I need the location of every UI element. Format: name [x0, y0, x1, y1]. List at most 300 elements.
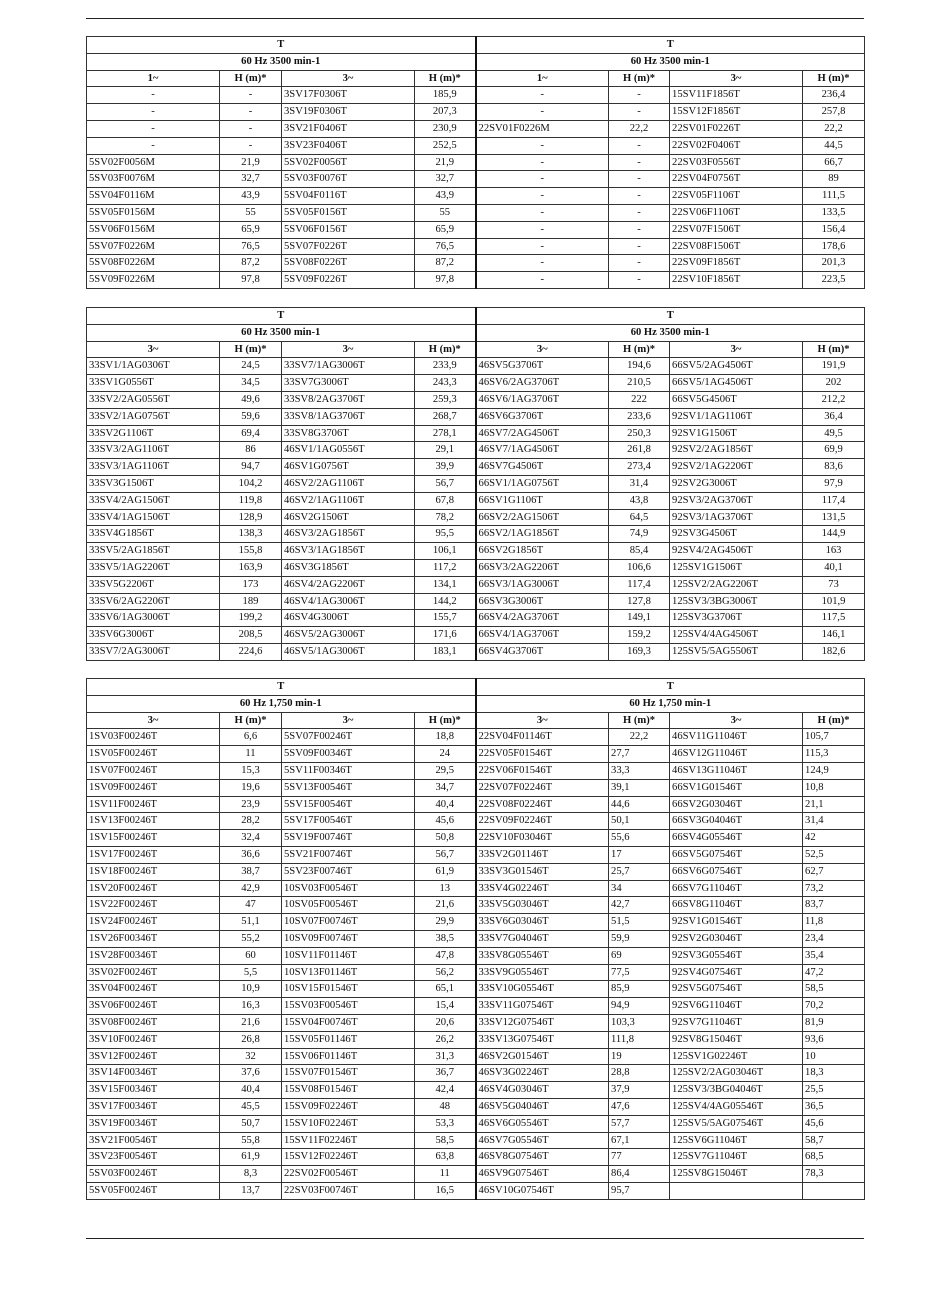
table-cell: 73 — [803, 576, 865, 593]
table-cell: - — [609, 255, 670, 272]
frequency-right: 60 Hz 3500 min-1 — [476, 53, 865, 70]
table-cell: 33SV6/2AG2206T — [87, 593, 220, 610]
table-cell: 3SV06F00246T — [87, 998, 220, 1015]
table-cell: 50,7 — [220, 1115, 282, 1132]
table-cell: 36,4 — [803, 408, 865, 425]
table-cell: 46SV4/1AG3006T — [282, 593, 415, 610]
table-row — [87, 779, 865, 796]
table-cell: 15SV10F02246T — [282, 1115, 415, 1132]
table-cell: 46SV6G05546T — [476, 1115, 609, 1132]
table-cell: 59,6 — [220, 408, 282, 425]
title-row — [87, 308, 865, 325]
table-cell: 46SV2G01546T — [476, 1048, 609, 1065]
table-row — [87, 897, 865, 914]
table-cell: 5SV03F0076M — [87, 171, 220, 188]
table-cell: 171,6 — [415, 627, 476, 644]
table-row — [87, 408, 865, 425]
column-header-row — [87, 70, 865, 87]
table-cell: 5SV02F0056M — [87, 154, 220, 171]
table-row — [87, 543, 865, 560]
table-cell: 11,8 — [803, 914, 865, 931]
table-cell: 66SV3/2AG2206T — [476, 559, 609, 576]
table-cell: 70,2 — [803, 998, 865, 1015]
table-cell: 169,3 — [609, 643, 670, 660]
table-cell: 261,8 — [609, 442, 670, 459]
table-cell: 86,4 — [609, 1166, 670, 1183]
column-header: 3~ — [282, 341, 415, 358]
table-row — [87, 272, 865, 289]
table-cell: 22SV08F02246T — [476, 796, 609, 813]
table-cell: 18,3 — [803, 1065, 865, 1082]
table-cell: 33SV5G2206T — [87, 576, 220, 593]
table-cell: 33SV3G01546T — [476, 863, 609, 880]
table-row — [87, 1132, 865, 1149]
table-cell: 105,7 — [803, 729, 865, 746]
frequency-row — [87, 695, 865, 712]
table-cell: 3SV17F0306T — [282, 87, 415, 104]
table-cell: 22SV05F01546T — [476, 746, 609, 763]
table-row — [87, 930, 865, 947]
table-cell: 66SV1G01546T — [670, 779, 803, 796]
table-cell: 49,6 — [220, 391, 282, 408]
table-cell: 22SV07F1506T — [670, 221, 803, 238]
table-cell: 92SV3G05546T — [670, 947, 803, 964]
table-cell: 86 — [220, 442, 282, 459]
frequency-left: 60 Hz 1,750 min-1 — [87, 695, 476, 712]
table-cell: 15SV11F1856T — [670, 87, 803, 104]
table-cell: 47 — [220, 897, 282, 914]
table-cell: - — [87, 137, 220, 154]
table-cell: 53,3 — [415, 1115, 476, 1132]
table-cell: 22SV03F00746T — [282, 1182, 415, 1199]
table-row — [87, 981, 865, 998]
table-cell: 125SV3/3BG04046T — [670, 1082, 803, 1099]
table-cell: 33SV2G01146T — [476, 846, 609, 863]
table-cell: 18,8 — [415, 729, 476, 746]
table-cell: 66SV5G07546T — [670, 846, 803, 863]
table-cell: 124,9 — [803, 762, 865, 779]
table-cell: 125SV1G02246T — [670, 1048, 803, 1065]
table-cell: 111,5 — [803, 188, 865, 205]
table-cell: 51,1 — [220, 914, 282, 931]
table-cell: 46SV3/2AG1856T — [282, 526, 415, 543]
table-cell: 5SV03F0076T — [282, 171, 415, 188]
table-cell: 22SV06F01546T — [476, 762, 609, 779]
table-cell: 92SV2G3006T — [670, 475, 803, 492]
table-row — [87, 559, 865, 576]
table-cell: 117,5 — [803, 610, 865, 627]
table-row — [87, 492, 865, 509]
table-row — [87, 1149, 865, 1166]
table-row — [87, 846, 865, 863]
table-cell: 183,1 — [415, 643, 476, 660]
column-header: 3~ — [476, 712, 609, 729]
table-cell: - — [476, 221, 609, 238]
table-cell: 5,5 — [220, 964, 282, 981]
table-cell: 46SV3/1AG1856T — [282, 543, 415, 560]
table-cell: 92SV3/1AG3706T — [670, 509, 803, 526]
table-cell: 208,5 — [220, 627, 282, 644]
table-cell: - — [609, 204, 670, 221]
table-cell: 5SV13F00546T — [282, 779, 415, 796]
title-row — [87, 37, 865, 54]
table-cell: 55,8 — [220, 1132, 282, 1149]
table-cell: 66SV6G07546T — [670, 863, 803, 880]
table-cell: 29,9 — [415, 914, 476, 931]
table-cell: 22SV06F1106T — [670, 204, 803, 221]
table-cell: 92SV5G07546T — [670, 981, 803, 998]
table-cell: 46SV2/1AG1106T — [282, 492, 415, 509]
table-row — [87, 880, 865, 897]
column-header: H (m)* — [609, 70, 670, 87]
table-cell: 146,1 — [803, 627, 865, 644]
table-row — [87, 459, 865, 476]
table-cell: 56,7 — [415, 475, 476, 492]
table-cell: 33SV7/1AG3006T — [282, 358, 415, 375]
table-cell: 45,6 — [803, 1115, 865, 1132]
frequency-left: 60 Hz 3500 min-1 — [87, 324, 476, 341]
table-cell: 22SV09F1856T — [670, 255, 803, 272]
table-cell: 31,4 — [609, 475, 670, 492]
table-cell: 125SV1G1506T — [670, 559, 803, 576]
table-cell: 47,2 — [803, 964, 865, 981]
column-header: 3~ — [282, 712, 415, 729]
table-cell: 56,2 — [415, 964, 476, 981]
frequency-row — [87, 324, 865, 341]
table-cell: 42 — [803, 830, 865, 847]
table-cell: 36,5 — [803, 1098, 865, 1115]
table-cell: 10SV15F01546T — [282, 981, 415, 998]
column-header: 3~ — [87, 341, 220, 358]
column-header: 3~ — [670, 712, 803, 729]
table-cell: - — [220, 137, 282, 154]
table-cell: 128,9 — [220, 509, 282, 526]
table-cell: 278,1 — [415, 425, 476, 442]
table-cell: 45,6 — [415, 813, 476, 830]
table-cell: - — [476, 104, 609, 121]
table-cell: 22SV04F0756T — [670, 171, 803, 188]
table-cell: 34,5 — [220, 375, 282, 392]
table-row — [87, 104, 865, 121]
table-cell: 92SV3/2AG3706T — [670, 492, 803, 509]
table-cell: 46SV12G11046T — [670, 746, 803, 763]
table-cell: 63,8 — [415, 1149, 476, 1166]
table-cell: 37,6 — [220, 1065, 282, 1082]
table-cell: 1SV11F00246T — [87, 796, 220, 813]
table-cell: 138,3 — [220, 526, 282, 543]
table-cell: 22SV02F00546T — [282, 1166, 415, 1183]
table-cell: 49,5 — [803, 425, 865, 442]
table-cell: 159,2 — [609, 627, 670, 644]
table-row — [87, 391, 865, 408]
table-cell: 46SV4/2AG2206T — [282, 576, 415, 593]
table-cell: - — [87, 87, 220, 104]
table-cell: 103,3 — [609, 1014, 670, 1031]
table-cell: - — [476, 154, 609, 171]
table-cell: 21,6 — [220, 1014, 282, 1031]
table-cell: 22SV01F0226T — [670, 120, 803, 137]
table-row — [87, 509, 865, 526]
table-cell: 210,5 — [609, 375, 670, 392]
table-cell: 94,7 — [220, 459, 282, 476]
table-cell: 46SV10G07546T — [476, 1182, 609, 1199]
table-cell: 155,8 — [220, 543, 282, 560]
table-cell: 3SV14F00346T — [87, 1065, 220, 1082]
table-row — [87, 610, 865, 627]
table-cell: 22SV09F02246T — [476, 813, 609, 830]
column-header-row — [87, 341, 865, 358]
table-cell: 93,6 — [803, 1031, 865, 1048]
table-cell: 15,4 — [415, 998, 476, 1015]
table-cell: 1SV26F00346T — [87, 930, 220, 947]
table-cell: 50,8 — [415, 830, 476, 847]
table-cell: 55,2 — [220, 930, 282, 947]
table-cell: 22SV03F0556T — [670, 154, 803, 171]
table-cell: 34,7 — [415, 779, 476, 796]
table-cell: 1SV05F00246T — [87, 746, 220, 763]
table-cell: 3SV19F0306T — [282, 104, 415, 121]
table-cell: 28,8 — [609, 1065, 670, 1082]
table-cell: 33SV6G3006T — [87, 627, 220, 644]
column-header: H (m)* — [415, 70, 476, 87]
table-cell: 3SV02F00246T — [87, 964, 220, 981]
table-cell: 5SV11F00346T — [282, 762, 415, 779]
table-cell: 33,3 — [609, 762, 670, 779]
table-cell: 15SV11F02246T — [282, 1132, 415, 1149]
table-cell: 78,3 — [803, 1166, 865, 1183]
table-row — [87, 475, 865, 492]
table-cell: 33SV5G03046T — [476, 897, 609, 914]
table-cell: - — [220, 104, 282, 121]
table-cell: 125SV2/2AG03046T — [670, 1065, 803, 1082]
table-cell: 46SV5G04046T — [476, 1098, 609, 1115]
table-cell: 259,3 — [415, 391, 476, 408]
table-cell: 92SV4/2AG4506T — [670, 543, 803, 560]
table-cell: 61,9 — [220, 1149, 282, 1166]
table-cell: 191,9 — [803, 358, 865, 375]
table-cell: 21,9 — [220, 154, 282, 171]
table-cell: 66SV5/1AG4506T — [670, 375, 803, 392]
table-cell: 125SV6G11046T — [670, 1132, 803, 1149]
table-cell: 222 — [609, 391, 670, 408]
table-cell: 5SV02F0056T — [282, 154, 415, 171]
table-cell: 15SV08F01546T — [282, 1082, 415, 1099]
table-cell: 81,9 — [803, 1014, 865, 1031]
table-cell: 95,7 — [609, 1182, 670, 1199]
column-header: H (m)* — [220, 341, 282, 358]
table-cell: 149,1 — [609, 610, 670, 627]
title-row — [87, 679, 865, 696]
table-cell: 46SV9G07546T — [476, 1166, 609, 1183]
table-cell: 66SV7G11046T — [670, 880, 803, 897]
table-cell: 3SV17F00346T — [87, 1098, 220, 1115]
table-cell: 33SV6/1AG3006T — [87, 610, 220, 627]
table-cell: 32,7 — [415, 171, 476, 188]
table-row — [87, 238, 865, 255]
table-row — [87, 762, 865, 779]
table-cell: 8,3 — [220, 1166, 282, 1183]
table-cell: 5SV06F0156M — [87, 221, 220, 238]
table-cell: 46SV6G3706T — [476, 408, 609, 425]
table-cell: - — [476, 87, 609, 104]
table-cell: 5SV04F0116T — [282, 188, 415, 205]
table-cell: 15SV05F01146T — [282, 1031, 415, 1048]
column-header: 3~ — [476, 341, 609, 358]
table-cell: 33SV10G05546T — [476, 981, 609, 998]
table-cell: 55,6 — [609, 830, 670, 847]
table-cell: 1SV15F00246T — [87, 830, 220, 847]
pump-table-2 — [86, 307, 865, 661]
table-cell: 5SV09F00346T — [282, 746, 415, 763]
table-cell: 1SV20F00246T — [87, 880, 220, 897]
table-cell: 73,2 — [803, 880, 865, 897]
table-cell: 125SV5/5AG5506T — [670, 643, 803, 660]
table-cell: 10SV09F00746T — [282, 930, 415, 947]
frequency-right: 60 Hz 1,750 min-1 — [476, 695, 865, 712]
table-cell: 97,8 — [220, 272, 282, 289]
title-right: T — [476, 308, 865, 325]
table-cell: - — [87, 104, 220, 121]
table-cell: 125SV3/3BG3006T — [670, 593, 803, 610]
table-cell: 46SV7G4506T — [476, 459, 609, 476]
column-header: 1~ — [476, 70, 609, 87]
table-cell: 236,4 — [803, 87, 865, 104]
table-cell: 19,6 — [220, 779, 282, 796]
table-cell: - — [87, 120, 220, 137]
table-cell: 33SV5/2AG1856T — [87, 543, 220, 560]
table-cell: 182,6 — [803, 643, 865, 660]
table-row — [87, 964, 865, 981]
table-cell: 1SV24F00246T — [87, 914, 220, 931]
table-cell: 68,5 — [803, 1149, 865, 1166]
table-cell: 47,6 — [609, 1098, 670, 1115]
table-cell: 22SV08F1506T — [670, 238, 803, 255]
table-cell: 125SV8G15046T — [670, 1166, 803, 1183]
table-cell: 65,9 — [415, 221, 476, 238]
table-row — [87, 746, 865, 763]
table-cell: 27,7 — [609, 746, 670, 763]
table-cell: 60 — [220, 947, 282, 964]
table-cell: 94,9 — [609, 998, 670, 1015]
table-cell: 224,6 — [220, 643, 282, 660]
table-cell: 40,4 — [415, 796, 476, 813]
table-cell: 15SV09F02246T — [282, 1098, 415, 1115]
table-cell: - — [476, 238, 609, 255]
table-cell: 3SV19F00346T — [87, 1115, 220, 1132]
table-cell: 3SV08F00246T — [87, 1014, 220, 1031]
table-cell: 5SV17F00546T — [282, 813, 415, 830]
table-cell: 56,7 — [415, 846, 476, 863]
table-cell: 32,7 — [220, 171, 282, 188]
table-cell: 194,6 — [609, 358, 670, 375]
table-cell: 26,8 — [220, 1031, 282, 1048]
table-cell: 127,8 — [609, 593, 670, 610]
table-cell: 92SV6G11046T — [670, 998, 803, 1015]
table-cell: 57,7 — [609, 1115, 670, 1132]
table-cell: 5SV09F0226T — [282, 272, 415, 289]
table-row — [87, 1115, 865, 1132]
table-cell: 77,5 — [609, 964, 670, 981]
table-row — [87, 627, 865, 644]
table-cell: 22SV02F0406T — [670, 137, 803, 154]
table-cell: 55 — [220, 204, 282, 221]
table-cell: 22SV10F1856T — [670, 272, 803, 289]
column-header: H (m)* — [220, 712, 282, 729]
table-cell: 5SV04F0116M — [87, 188, 220, 205]
table-cell: - — [609, 137, 670, 154]
table-cell: 163,9 — [220, 559, 282, 576]
table-cell: 11 — [220, 746, 282, 763]
table-cell: 202 — [803, 375, 865, 392]
table-cell: 46SV7/1AG4506T — [476, 442, 609, 459]
table-cell: 185,9 — [415, 87, 476, 104]
table-cell: 92SV3G4506T — [670, 526, 803, 543]
table-cell: 76,5 — [220, 238, 282, 255]
table-cell: 15SV03F00546T — [282, 998, 415, 1015]
table-cell: 16,5 — [415, 1182, 476, 1199]
table-cell: 33SV7/2AG3006T — [87, 643, 220, 660]
table-cell: 46SV6/1AG3706T — [476, 391, 609, 408]
table-cell: 17 — [609, 846, 670, 863]
table-cell: 44,6 — [609, 796, 670, 813]
table-cell: 58,7 — [803, 1132, 865, 1149]
table-row — [87, 729, 865, 746]
table-cell: 212,2 — [803, 391, 865, 408]
table-cell: 85,9 — [609, 981, 670, 998]
table-cell: 42,9 — [220, 880, 282, 897]
table-cell: 144,2 — [415, 593, 476, 610]
table-cell: 6,6 — [220, 729, 282, 746]
table-cell: 155,7 — [415, 610, 476, 627]
table-cell: 156,4 — [803, 221, 865, 238]
table-cell: 23,9 — [220, 796, 282, 813]
table-cell: 3SV10F00246T — [87, 1031, 220, 1048]
table-cell: 46SV1G0756T — [282, 459, 415, 476]
table-cell: 22,2 — [803, 120, 865, 137]
table-cell: 33SV8G05546T — [476, 947, 609, 964]
table-cell: 33SV12G07546T — [476, 1014, 609, 1031]
column-header: H (m)* — [803, 70, 865, 87]
table-cell: 22SV01F0226M — [476, 120, 609, 137]
table-cell: 46SV13G11046T — [670, 762, 803, 779]
table-row — [87, 796, 865, 813]
table-cell: 5SV21F00746T — [282, 846, 415, 863]
table-cell: - — [609, 272, 670, 289]
table-cell: 40,4 — [220, 1082, 282, 1099]
table-cell: 32,4 — [220, 830, 282, 847]
column-header: H (m)* — [220, 70, 282, 87]
table-cell: 89 — [803, 171, 865, 188]
table-cell: 178,6 — [803, 238, 865, 255]
table-cell: 39,1 — [609, 779, 670, 796]
table-cell: - — [476, 255, 609, 272]
table-cell: 10 — [803, 1048, 865, 1065]
table-cell: 66SV2G03046T — [670, 796, 803, 813]
table-cell: 34 — [609, 880, 670, 897]
table-cell: 66SV2/1AG1856T — [476, 526, 609, 543]
table-cell: 38,5 — [415, 930, 476, 947]
table-cell: 97,8 — [415, 272, 476, 289]
table-cell: 46SV8G07546T — [476, 1149, 609, 1166]
table-cell: 23,4 — [803, 930, 865, 947]
column-header: H (m)* — [415, 341, 476, 358]
table-cell: 201,3 — [803, 255, 865, 272]
table-cell: 48 — [415, 1098, 476, 1115]
column-header: 3~ — [282, 70, 415, 87]
table-row — [87, 863, 865, 880]
table-cell: 1SV13F00246T — [87, 813, 220, 830]
table-cell: 46SV2/2AG1106T — [282, 475, 415, 492]
